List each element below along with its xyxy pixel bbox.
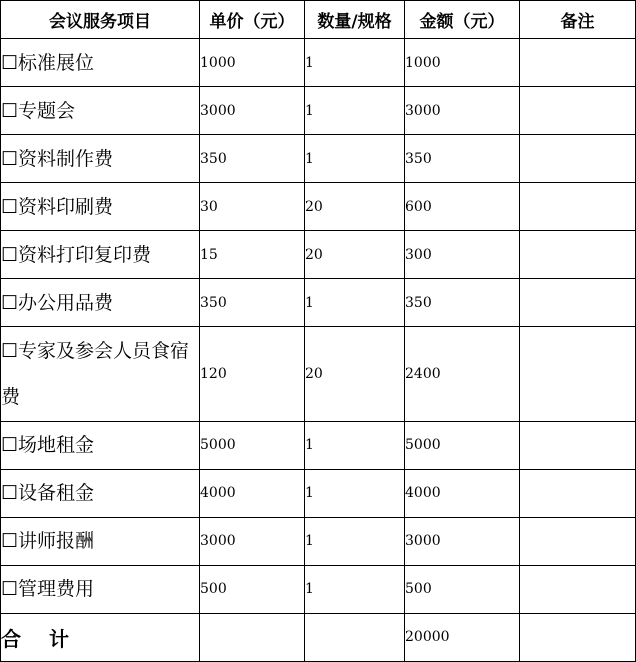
price-cell: 30 bbox=[200, 183, 305, 231]
table-row bbox=[1, 279, 636, 327]
amount-cell: 500 bbox=[405, 565, 520, 613]
price-cell: 15 bbox=[200, 231, 305, 279]
amount-cell: 2400 bbox=[405, 327, 520, 421]
item-cell: ☐标准展位 bbox=[1, 39, 200, 87]
total-label bbox=[1, 613, 200, 661]
item-cell: ☐管理费用 bbox=[1, 565, 200, 613]
total-qty-cell bbox=[305, 613, 405, 661]
item-cell: ☐资料印刷费 bbox=[1, 183, 200, 231]
qty-cell: 1 bbox=[305, 135, 405, 183]
item-cell: ☐讲师报酬 bbox=[1, 517, 200, 565]
qty-cell: 20 bbox=[305, 327, 405, 421]
note-cell bbox=[520, 565, 636, 613]
table-row bbox=[1, 183, 636, 231]
note-cell bbox=[520, 39, 636, 87]
note-cell bbox=[520, 327, 636, 421]
table-row bbox=[1, 87, 636, 135]
total-note-cell bbox=[520, 613, 636, 661]
item-cell: ☐设备租金 bbox=[1, 469, 200, 517]
total-amount-cell: 20000 bbox=[405, 613, 520, 661]
qty-cell: 1 bbox=[305, 565, 405, 613]
header-note: 备注 bbox=[520, 1, 636, 39]
item-cell: ☐资料打印复印费 bbox=[1, 231, 200, 279]
table-row bbox=[1, 469, 636, 517]
price-cell: 350 bbox=[200, 135, 305, 183]
qty-cell: 1 bbox=[305, 87, 405, 135]
item-cell: ☐资料制作费 bbox=[1, 135, 200, 183]
note-cell bbox=[520, 469, 636, 517]
note-cell bbox=[520, 231, 636, 279]
header-unit-price: 单价（元） bbox=[200, 1, 305, 39]
amount-cell: 3000 bbox=[405, 87, 520, 135]
note-cell bbox=[520, 517, 636, 565]
item-cell: ☐专题会 bbox=[1, 87, 200, 135]
item-cell: ☐场地租金 bbox=[1, 421, 200, 469]
price-cell: 3000 bbox=[200, 87, 305, 135]
note-cell bbox=[520, 183, 636, 231]
total-label-first: 合 bbox=[1, 626, 21, 651]
note-cell bbox=[520, 135, 636, 183]
item-cell: ☐专家及参会人员食宿费 bbox=[1, 327, 200, 421]
amount-cell: 350 bbox=[405, 279, 520, 327]
header-amount: 金额（元） bbox=[405, 1, 520, 39]
table-row bbox=[1, 421, 636, 469]
table-row bbox=[1, 327, 636, 421]
total-label-second: 计 bbox=[49, 626, 69, 651]
qty-cell: 1 bbox=[305, 421, 405, 469]
price-cell: 4000 bbox=[200, 469, 305, 517]
table-row bbox=[1, 39, 636, 87]
price-cell: 3000 bbox=[200, 517, 305, 565]
item-cell: ☐办公用品费 bbox=[1, 279, 200, 327]
price-cell: 5000 bbox=[200, 421, 305, 469]
qty-cell: 1 bbox=[305, 517, 405, 565]
amount-cell: 3000 bbox=[405, 517, 520, 565]
table-row bbox=[1, 135, 636, 183]
table-row bbox=[1, 565, 636, 613]
amount-cell: 600 bbox=[405, 183, 520, 231]
qty-cell: 1 bbox=[305, 39, 405, 87]
total-price-cell bbox=[200, 613, 305, 661]
note-cell bbox=[520, 87, 636, 135]
qty-cell: 1 bbox=[305, 469, 405, 517]
price-cell: 500 bbox=[200, 565, 305, 613]
price-cell: 350 bbox=[200, 279, 305, 327]
table-row bbox=[1, 517, 636, 565]
header-service-item: 会议服务项目 bbox=[1, 1, 200, 39]
amount-cell: 4000 bbox=[405, 469, 520, 517]
amount-cell: 350 bbox=[405, 135, 520, 183]
amount-cell: 5000 bbox=[405, 421, 520, 469]
amount-cell: 300 bbox=[405, 231, 520, 279]
price-cell: 120 bbox=[200, 327, 305, 421]
note-cell bbox=[520, 421, 636, 469]
header-quantity: 数量/规格 bbox=[305, 1, 405, 39]
table-row bbox=[1, 231, 636, 279]
qty-cell: 1 bbox=[305, 279, 405, 327]
note-cell bbox=[520, 279, 636, 327]
qty-cell: 20 bbox=[305, 231, 405, 279]
amount-cell: 1000 bbox=[405, 39, 520, 87]
total-row bbox=[1, 613, 636, 661]
price-cell: 1000 bbox=[200, 39, 305, 87]
qty-cell: 20 bbox=[305, 183, 405, 231]
table-header-row bbox=[1, 1, 636, 39]
